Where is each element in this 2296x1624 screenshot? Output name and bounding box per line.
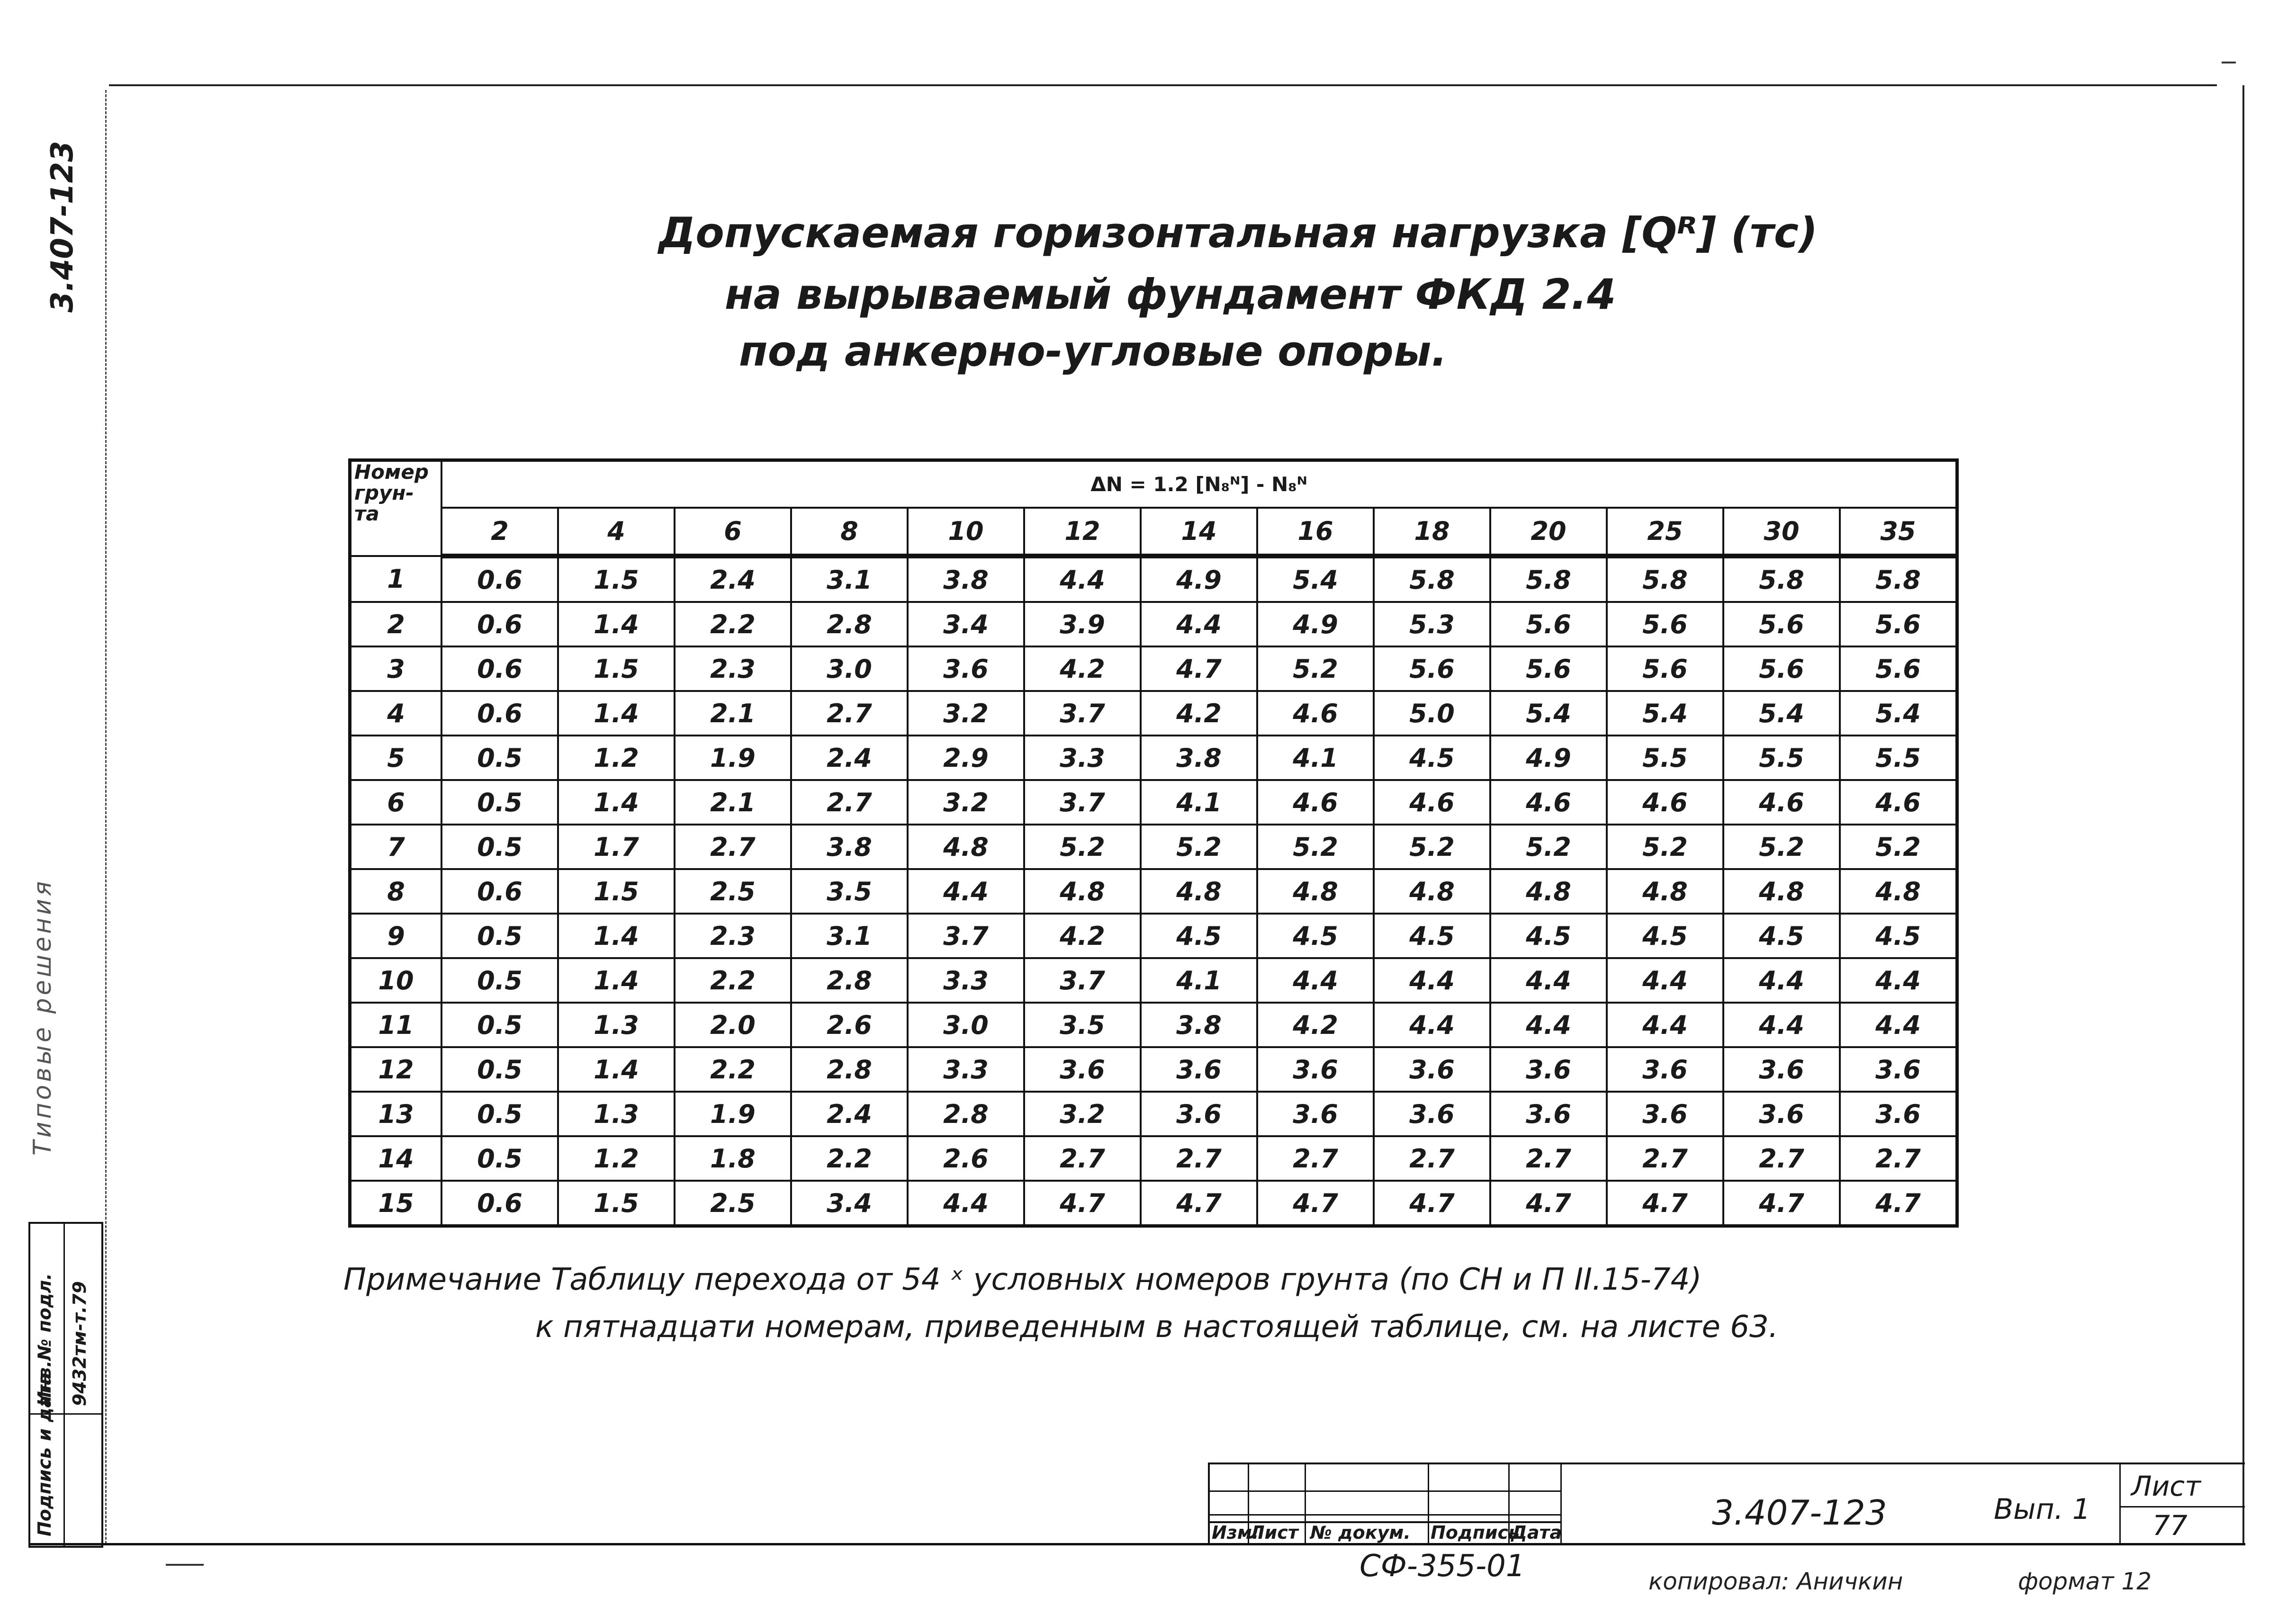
table-cell: 4.2 bbox=[1257, 1003, 1374, 1047]
table-cell: 3.6 bbox=[1723, 1092, 1840, 1136]
table-cell: 5.2 bbox=[1257, 825, 1374, 869]
table-cell: 3.2 bbox=[908, 780, 1024, 825]
table-cell: 2.1 bbox=[675, 691, 791, 736]
footer-copied: копировал: Аничкин bbox=[1648, 1568, 1903, 1595]
table-cell: 5.2 bbox=[1607, 825, 1723, 869]
table-cell: 2.7 bbox=[1840, 1136, 1957, 1181]
row-soil-number: 11 bbox=[350, 1003, 442, 1047]
tb-col-doc: № докум. bbox=[1310, 1522, 1411, 1543]
table-row bbox=[350, 1092, 1957, 1136]
table-cell: 0.5 bbox=[441, 1136, 558, 1181]
table-cell: 0.5 bbox=[441, 1047, 558, 1092]
table-cell: 4.5 bbox=[1374, 736, 1490, 780]
table-row bbox=[350, 602, 1957, 646]
table-cell: 3.6 bbox=[908, 646, 1024, 691]
table-cell: 2.4 bbox=[791, 1092, 908, 1136]
table-cell: 4.8 bbox=[1607, 869, 1723, 914]
row-soil-number: 2 bbox=[350, 602, 442, 646]
table-cell: 3.6 bbox=[1490, 1092, 1607, 1136]
table-cell: 4.6 bbox=[1257, 780, 1374, 825]
table-cell: 3.6 bbox=[1840, 1092, 1957, 1136]
row-soil-number: 7 bbox=[350, 825, 442, 869]
table-cell: 3.4 bbox=[908, 602, 1024, 646]
table-cell: 2.6 bbox=[791, 1003, 908, 1047]
title-line-1: Допускаемая горизонтальная нагрузка [Qᴿ] (тс) bbox=[658, 208, 1818, 257]
table-cell: 4.7 bbox=[1257, 1181, 1374, 1226]
table-cell: 1.8 bbox=[675, 1136, 791, 1181]
table-cell: 0.6 bbox=[441, 602, 558, 646]
table-cell: 5.0 bbox=[1374, 691, 1490, 736]
table-row bbox=[350, 869, 1957, 914]
table-cell: 4.4 bbox=[1257, 958, 1374, 1003]
table-cell: 3.6 bbox=[1607, 1092, 1723, 1136]
table-cell: 5.8 bbox=[1607, 556, 1723, 602]
tb-col-date: Дата bbox=[1511, 1522, 1562, 1543]
table-cell: 4.6 bbox=[1840, 780, 1957, 825]
footer-stamp: СФ-355-01 bbox=[1360, 1549, 1525, 1584]
table-cell: 5.3 bbox=[1374, 602, 1490, 646]
table-cell: 4.4 bbox=[1490, 958, 1607, 1003]
table-cell: 2.4 bbox=[675, 556, 791, 602]
tb-col-izm: Изм. bbox=[1212, 1522, 1259, 1543]
tb-sheet-number: 77 bbox=[2152, 1509, 2188, 1542]
table-cell: 4.7 bbox=[1723, 1181, 1840, 1226]
row-soil-number: 12 bbox=[350, 1047, 442, 1092]
table-row bbox=[350, 1047, 1957, 1092]
table-cell: 3.3 bbox=[1024, 736, 1141, 780]
table-cell: 4.4 bbox=[908, 869, 1024, 914]
stamp-header-inv: Инв.№ подл. bbox=[34, 1273, 55, 1406]
column-header: 2 bbox=[441, 508, 558, 556]
table-cell: 5.2 bbox=[1257, 646, 1374, 691]
table-cell: 4.4 bbox=[1607, 958, 1723, 1003]
table-cell: 1.5 bbox=[558, 869, 675, 914]
table-cell: 4.8 bbox=[1374, 869, 1490, 914]
table-cell: 0.6 bbox=[441, 1181, 558, 1226]
table-cell: 5.6 bbox=[1723, 646, 1840, 691]
table-cell: 4.4 bbox=[1024, 556, 1141, 602]
table-cell: 1.3 bbox=[558, 1003, 675, 1047]
table-cell: 3.0 bbox=[908, 1003, 1024, 1047]
row-soil-number: 3 bbox=[350, 646, 442, 691]
table-cell: 1.4 bbox=[558, 602, 675, 646]
table-cell: 5.8 bbox=[1374, 556, 1490, 602]
table-cell: 4.4 bbox=[1607, 1003, 1723, 1047]
table-cell: 4.8 bbox=[1141, 869, 1257, 914]
table-cell: 1.9 bbox=[675, 1092, 791, 1136]
table-cell: 2.2 bbox=[675, 1047, 791, 1092]
table-cell: 2.4 bbox=[791, 736, 908, 780]
table-cell: 3.8 bbox=[908, 556, 1024, 602]
tb-divider bbox=[2119, 1464, 2121, 1545]
row-soil-number: 4 bbox=[350, 691, 442, 736]
table-cell: 5.4 bbox=[1840, 691, 1957, 736]
row-soil-number: 6 bbox=[350, 780, 442, 825]
table-cell: 0.6 bbox=[441, 869, 558, 914]
table-cell: 1.4 bbox=[558, 1047, 675, 1092]
table-cell: 5.2 bbox=[1141, 825, 1257, 869]
table-cell: 4.9 bbox=[1141, 556, 1257, 602]
table-body bbox=[350, 556, 1957, 1226]
table-cell: 5.5 bbox=[1723, 736, 1840, 780]
frame-right-border bbox=[2242, 85, 2244, 1544]
table-cell: 5.4 bbox=[1723, 691, 1840, 736]
table-cell: 0.5 bbox=[441, 780, 558, 825]
table-cell: 3.6 bbox=[1141, 1092, 1257, 1136]
margin-side-label: Типовые решения bbox=[28, 878, 57, 1156]
table-row bbox=[350, 556, 1957, 602]
table-cell: 2.2 bbox=[675, 602, 791, 646]
table-cell: 4.8 bbox=[1257, 869, 1374, 914]
table-cell: 4.5 bbox=[1840, 914, 1957, 958]
delta-header: ΔN = 1.2 [N₈ᴺ] - N₈ᴺ bbox=[441, 460, 1957, 508]
table-cell: 4.9 bbox=[1257, 602, 1374, 646]
table-row bbox=[350, 958, 1957, 1003]
table-cell: 3.2 bbox=[908, 691, 1024, 736]
table-cell: 5.4 bbox=[1490, 691, 1607, 736]
row-soil-number: 13 bbox=[350, 1092, 442, 1136]
table-cell: 5.2 bbox=[1024, 825, 1141, 869]
table-row bbox=[350, 825, 1957, 869]
table-cell: 1.3 bbox=[558, 1092, 675, 1136]
table-cell: 3.7 bbox=[908, 914, 1024, 958]
table-cell: 2.1 bbox=[675, 780, 791, 825]
column-header: 16 bbox=[1257, 508, 1374, 556]
tb-divider bbox=[1305, 1464, 1306, 1545]
footer-format: формат 12 bbox=[2018, 1568, 2152, 1595]
table-cell: 5.8 bbox=[1840, 556, 1957, 602]
table-cell: 3.5 bbox=[1024, 1003, 1141, 1047]
table-cell: 4.5 bbox=[1607, 914, 1723, 958]
row-soil-number: 8 bbox=[350, 869, 442, 914]
table-row bbox=[350, 736, 1957, 780]
table-cell: 4.5 bbox=[1490, 914, 1607, 958]
table-cell: 4.2 bbox=[1141, 691, 1257, 736]
stamp-divider bbox=[63, 1224, 65, 1546]
table-cell: 5.2 bbox=[1374, 825, 1490, 869]
frame-top-border bbox=[109, 84, 2217, 86]
table-cell: 2.9 bbox=[908, 736, 1024, 780]
table-cell: 4.6 bbox=[1490, 780, 1607, 825]
column-header: 18 bbox=[1374, 508, 1490, 556]
column-header-row bbox=[350, 508, 1957, 556]
note-line-2: к пятнадцати номерам, приведенным в настоящей таблице, см. на листе 63. bbox=[535, 1310, 1778, 1345]
table-cell: 3.6 bbox=[1024, 1047, 1141, 1092]
table-cell: 3.0 bbox=[791, 646, 908, 691]
table-row bbox=[350, 691, 1957, 736]
table-cell: 0.6 bbox=[441, 556, 558, 602]
table-cell: 5.6 bbox=[1607, 646, 1723, 691]
table-cell: 1.4 bbox=[558, 958, 675, 1003]
table-cell: 5.6 bbox=[1490, 646, 1607, 691]
table-cell: 3.1 bbox=[791, 556, 908, 602]
table-cell: 4.8 bbox=[1723, 869, 1840, 914]
tb-divider bbox=[2119, 1506, 2245, 1507]
table-cell: 5.6 bbox=[1490, 602, 1607, 646]
table-cell: 3.6 bbox=[1607, 1047, 1723, 1092]
column-header: 30 bbox=[1723, 508, 1840, 556]
table-cell: 4.1 bbox=[1141, 958, 1257, 1003]
table-cell: 2.7 bbox=[1141, 1136, 1257, 1181]
table-cell: 2.0 bbox=[675, 1003, 791, 1047]
table-cell: 5.2 bbox=[1840, 825, 1957, 869]
table-cell: 5.6 bbox=[1840, 646, 1957, 691]
table-cell: 1.5 bbox=[558, 1181, 675, 1226]
table-cell: 2.5 bbox=[675, 869, 791, 914]
table-cell: 4.2 bbox=[1024, 646, 1141, 691]
table-cell: 0.5 bbox=[441, 1092, 558, 1136]
column-header: 20 bbox=[1490, 508, 1607, 556]
column-header: 8 bbox=[791, 508, 908, 556]
column-header: 12 bbox=[1024, 508, 1141, 556]
table-cell: 3.6 bbox=[1141, 1047, 1257, 1092]
scan-mark bbox=[2222, 62, 2236, 63]
table-cell: 2.8 bbox=[791, 602, 908, 646]
table-cell: 5.4 bbox=[1257, 556, 1374, 602]
table-cell: 3.7 bbox=[1024, 958, 1141, 1003]
table-cell: 4.6 bbox=[1723, 780, 1840, 825]
table-cell: 1.7 bbox=[558, 825, 675, 869]
column-header: 14 bbox=[1141, 508, 1257, 556]
table-cell: 0.5 bbox=[441, 736, 558, 780]
row-soil-number: 5 bbox=[350, 736, 442, 780]
table-cell: 4.8 bbox=[908, 825, 1024, 869]
table-row bbox=[350, 780, 1957, 825]
tb-col-sign: Подпись bbox=[1431, 1522, 1520, 1543]
title-line-2: на вырываемый фундамент ФКД 2.4 bbox=[725, 270, 1616, 319]
table-cell: 1.5 bbox=[558, 556, 675, 602]
table-cell: 4.8 bbox=[1490, 869, 1607, 914]
table-cell: 2.7 bbox=[1607, 1136, 1723, 1181]
table-cell: 3.4 bbox=[791, 1181, 908, 1226]
table-cell: 2.3 bbox=[675, 914, 791, 958]
table-cell: 0.6 bbox=[441, 691, 558, 736]
table-cell: 3.9 bbox=[1024, 602, 1141, 646]
table-cell: 3.1 bbox=[791, 914, 908, 958]
table-cell: 1.4 bbox=[558, 780, 675, 825]
table-cell: 3.8 bbox=[791, 825, 908, 869]
table-cell: 2.2 bbox=[675, 958, 791, 1003]
table-cell: 3.7 bbox=[1024, 691, 1141, 736]
table-cell: 3.6 bbox=[1257, 1047, 1374, 1092]
table-cell: 5.8 bbox=[1490, 556, 1607, 602]
table-cell: 5.6 bbox=[1374, 646, 1490, 691]
table-cell: 3.2 bbox=[1024, 1092, 1141, 1136]
table-cell: 1.9 bbox=[675, 736, 791, 780]
tb-issue: Вып. 1 bbox=[1994, 1493, 2091, 1526]
table-cell: 1.4 bbox=[558, 691, 675, 736]
table-row bbox=[350, 1003, 1957, 1047]
table-cell: 4.2 bbox=[1024, 914, 1141, 958]
table-cell: 4.5 bbox=[1374, 914, 1490, 958]
table-cell: 4.4 bbox=[1723, 958, 1840, 1003]
table-cell: 4.6 bbox=[1607, 780, 1723, 825]
stamp-header-sign: Подпись и дата bbox=[34, 1373, 55, 1536]
tb-divider bbox=[1210, 1514, 1560, 1516]
table-cell: 4.7 bbox=[1374, 1181, 1490, 1226]
table-cell: 3.3 bbox=[908, 958, 1024, 1003]
frame-left-border bbox=[105, 90, 107, 1544]
table-cell: 2.7 bbox=[1374, 1136, 1490, 1181]
table-cell: 4.7 bbox=[1141, 646, 1257, 691]
table-cell: 3.6 bbox=[1257, 1092, 1374, 1136]
table-cell: 2.7 bbox=[675, 825, 791, 869]
table-cell: 0.6 bbox=[441, 646, 558, 691]
table-cell: 3.6 bbox=[1490, 1047, 1607, 1092]
table-cell: 5.4 bbox=[1607, 691, 1723, 736]
table-cell: 0.5 bbox=[441, 825, 558, 869]
table-cell: 1.4 bbox=[558, 914, 675, 958]
table-cell: 0.5 bbox=[441, 914, 558, 958]
table-cell: 2.8 bbox=[791, 1047, 908, 1092]
table-cell: 4.4 bbox=[1840, 958, 1957, 1003]
table-cell: 3.7 bbox=[1024, 780, 1141, 825]
table-cell: 4.8 bbox=[1840, 869, 1957, 914]
row-soil-number: 15 bbox=[350, 1181, 442, 1226]
table-row bbox=[350, 1181, 1957, 1226]
table-cell: 2.7 bbox=[1490, 1136, 1607, 1181]
table-cell: 5.5 bbox=[1840, 736, 1957, 780]
table-cell: 4.7 bbox=[1607, 1181, 1723, 1226]
table-cell: 2.7 bbox=[1723, 1136, 1840, 1181]
row-soil-number: 10 bbox=[350, 958, 442, 1003]
table-cell: 4.4 bbox=[1374, 1003, 1490, 1047]
table-cell: 3.6 bbox=[1840, 1047, 1957, 1092]
table-cell: 0.5 bbox=[441, 958, 558, 1003]
table-row bbox=[350, 914, 1957, 958]
column-header: 10 bbox=[908, 508, 1024, 556]
scan-mark bbox=[166, 1564, 204, 1566]
table-cell: 5.6 bbox=[1723, 602, 1840, 646]
corner-header: Номер грун- та bbox=[350, 460, 442, 556]
table-cell: 1.2 bbox=[558, 736, 675, 780]
table-cell: 3.8 bbox=[1141, 1003, 1257, 1047]
table-cell: 4.5 bbox=[1257, 914, 1374, 958]
title-block bbox=[1208, 1462, 2245, 1545]
table-cell: 4.4 bbox=[1374, 958, 1490, 1003]
table-cell: 5.6 bbox=[1607, 602, 1723, 646]
table-cell: 4.5 bbox=[1141, 914, 1257, 958]
table-cell: 4.1 bbox=[1141, 780, 1257, 825]
table-cell: 4.4 bbox=[1840, 1003, 1957, 1047]
column-header: 35 bbox=[1840, 508, 1957, 556]
table-cell: 4.5 bbox=[1723, 914, 1840, 958]
table-cell: 2.8 bbox=[791, 958, 908, 1003]
table-cell: 2.8 bbox=[908, 1092, 1024, 1136]
table-cell: 4.4 bbox=[1490, 1003, 1607, 1047]
table-cell: 5.6 bbox=[1840, 602, 1957, 646]
row-soil-number: 9 bbox=[350, 914, 442, 958]
table-cell: 3.8 bbox=[1141, 736, 1257, 780]
table-cell: 4.7 bbox=[1490, 1181, 1607, 1226]
table-cell: 2.6 bbox=[908, 1136, 1024, 1181]
margin-sheet-code: 3.407-123 bbox=[45, 141, 80, 313]
row-soil-number: 14 bbox=[350, 1136, 442, 1181]
note-line-1: Примечание Таблицу перехода от 54 ˣ условных номеров грунта (по СН и П II.15-74) bbox=[343, 1262, 1702, 1297]
table-cell: 3.3 bbox=[908, 1047, 1024, 1092]
load-table bbox=[348, 458, 1959, 1228]
table-cell: 2.2 bbox=[791, 1136, 908, 1181]
table-cell: 5.2 bbox=[1490, 825, 1607, 869]
table-cell: 5.2 bbox=[1723, 825, 1840, 869]
table-row bbox=[350, 646, 1957, 691]
tb-doc-code: 3.407-123 bbox=[1712, 1493, 1887, 1533]
tb-sheet-label: Лист bbox=[2131, 1470, 2201, 1502]
table-cell: 4.4 bbox=[1141, 602, 1257, 646]
table-cell: 4.9 bbox=[1490, 736, 1607, 780]
table-cell: 0.5 bbox=[441, 1003, 558, 1047]
column-header: 4 bbox=[558, 508, 675, 556]
table-cell: 2.5 bbox=[675, 1181, 791, 1226]
left-stamp bbox=[28, 1222, 103, 1548]
table-cell: 2.7 bbox=[1257, 1136, 1374, 1181]
table-row bbox=[350, 1136, 1957, 1181]
table-cell: 4.6 bbox=[1257, 691, 1374, 736]
table-cell: 1.2 bbox=[558, 1136, 675, 1181]
column-header: 25 bbox=[1607, 508, 1723, 556]
column-header: 6 bbox=[675, 508, 791, 556]
table-cell: 2.7 bbox=[1024, 1136, 1141, 1181]
table-cell: 4.8 bbox=[1024, 869, 1141, 914]
row-soil-number: 1 bbox=[350, 556, 442, 602]
title-line-3: под анкерно-угловые опоры. bbox=[739, 327, 1447, 376]
table-cell: 3.5 bbox=[791, 869, 908, 914]
table-cell: 4.7 bbox=[1840, 1181, 1957, 1226]
table-cell: 5.5 bbox=[1607, 736, 1723, 780]
table-cell: 4.1 bbox=[1257, 736, 1374, 780]
table-cell: 3.6 bbox=[1723, 1047, 1840, 1092]
table-cell: 1.5 bbox=[558, 646, 675, 691]
table-cell: 5.8 bbox=[1723, 556, 1840, 602]
table-cell: 2.3 bbox=[675, 646, 791, 691]
tb-divider bbox=[1210, 1490, 1560, 1492]
table-cell: 4.4 bbox=[908, 1181, 1024, 1226]
tb-col-list: Лист bbox=[1250, 1522, 1298, 1543]
table-cell: 3.6 bbox=[1374, 1092, 1490, 1136]
table-cell: 3.6 bbox=[1374, 1047, 1490, 1092]
table-cell: 4.7 bbox=[1141, 1181, 1257, 1226]
table-cell: 2.7 bbox=[791, 780, 908, 825]
table-cell: 2.7 bbox=[791, 691, 908, 736]
table-cell: 4.4 bbox=[1723, 1003, 1840, 1047]
tb-divider bbox=[1428, 1464, 1429, 1545]
table-cell: 4.6 bbox=[1374, 780, 1490, 825]
table-cell: 4.7 bbox=[1024, 1181, 1141, 1226]
stamp-inv-value: 9432тм-т.79 bbox=[69, 1281, 90, 1406]
